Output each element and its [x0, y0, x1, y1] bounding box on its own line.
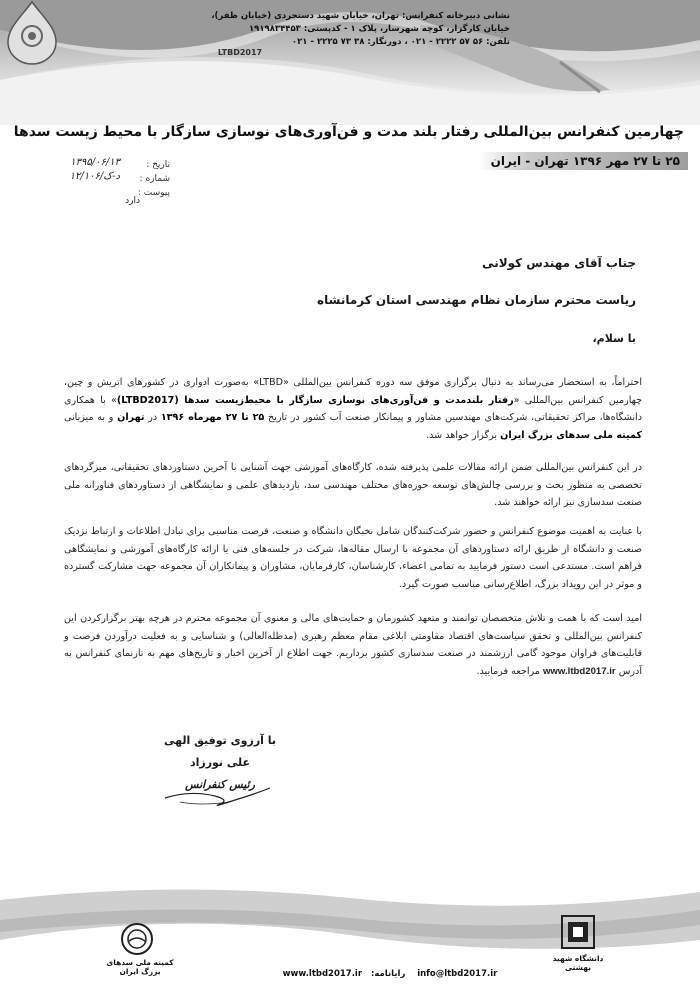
handwritten-signature	[160, 780, 280, 810]
p1-text-i: برگزار خواهد شد.	[426, 429, 501, 441]
p1-text-c: » با همکاری دانشگاه‌ها، مراکز تحقیقاتی، شرکت‌های مهندسین مشاور و پیمانکار صنعت آب کشور در تاریخ	[64, 394, 642, 423]
meta-attachment-row	[40, 186, 170, 206]
conference-logo-text: LTBD2017	[217, 48, 263, 57]
closing-wish: با آرزوی توفیق الهی	[163, 734, 277, 747]
greeting: با سلام،	[592, 332, 636, 345]
date-label: تاریخ :	[146, 160, 170, 170]
phone-line: تلفن: ۵۶ ۵۷ ۲۲۲۲ - ۰۲۱ ، دورنگار: ۳۸ ۷۳ ۲۲۲۵ - ۰۲۱	[291, 37, 510, 47]
letter-meta	[40, 157, 170, 206]
date-value: ۱۳۹۵/۰۶/۱۳	[70, 157, 120, 168]
number-label: شماره :	[139, 174, 170, 184]
p4-text-b: مراجعه فرمایید.	[476, 665, 543, 677]
address-line-1: نشانی دبیرخانه کنفرانس: تهران، خیابان شهید دستجردی (خیابان ظفر)،	[211, 11, 510, 21]
date-location: ۲۵ تا ۲۷ مهر ۱۳۹۶ تهران - ایران	[490, 154, 680, 168]
p1-date: ۲۵ تا ۲۷ مهرماه ۱۳۹۶	[160, 412, 265, 423]
footer-contact	[220, 969, 560, 979]
p1-city: تهران	[117, 412, 145, 423]
website-link[interactable]: www.ltbd2017.ir	[542, 665, 616, 677]
committee-logo-icon	[120, 922, 154, 956]
p1-text-a: احتراماً، به استحضار می‌رساند به دنبال برگزاری موفق سه دوره کنفرانس بین‌المللی «LTBD» به‌صورت ادواری در کشورهای اتریش و چین، چهارمین کنفرانس بین‌المللی «	[64, 377, 643, 406]
p1-text-g: و به میزبانی	[64, 412, 118, 423]
number-value: د-ک/۱۲/۱۰۶	[69, 171, 120, 182]
paragraph-2: در این کنفرانس بین‌المللی ضمن ارائه مقالات علمی پذیرفته شده، کارگاه‌های آموزشی جهت آشنایی با آخرین دستاوردهای تحقیقاتی، میزگردهای تخصصی به منظور بحث و بررسی چالش‌های توسعه حوزه‌های مختلف مهندسی سد، بازدیدهای علمی و نمایشگاهی از دستاوردهای فناورانه ملی صنعت سدسازی نیز ارائه خواهند شد.	[64, 462, 642, 508]
committee-name: کمیته ملی سدهای بزرگ ایران	[106, 958, 174, 976]
attachment-label: پیوست :	[137, 188, 170, 198]
p1-host: کمیته ملی سدهای بزرگ ایران	[500, 429, 642, 441]
footer-address	[211, 10, 510, 49]
paragraph-1	[64, 374, 642, 444]
p4-text-a: امید است که با همت و تلاش متخصصان توانمند و متعهد کشورمان و حمایت‌های مالی و معنوی آن مجموعه محترم در هرچه بهتر برگزارکردن این کنفرانس بین‌المللی و تحقق سیاست‌های اقتصاد مقاومتی ابلاغی مقام معظم رهبری (مدظله‌العالی) و شناسایی و به فعلیت درآوردن فرصت و قابلیت‌های فراوان موجود گامی ارزشمند در صنعت سدسازی کشور برداریم. جهت اطلاع از آخرین اخبار و تاریخ‌های مهم به تارنمای کنفرانس به آدرس	[64, 613, 642, 677]
paragraph-4	[64, 610, 642, 680]
recipient-name: جناب آقای مهندس کولانی	[482, 256, 636, 270]
signer-name: علی نورزاد	[189, 756, 251, 769]
footer-site[interactable]: www.ltbd2017.ir	[282, 969, 363, 979]
p1-conference-name: رفتار بلندمدت و فن‌آوری‌های نوسازی سازگار با محیط‌زیست سدها (LTBD2017)	[116, 394, 514, 406]
paragraph-3: با عنایت به اهمیت موضوع کنفرانس و حضور شرکت‌کنندگان شامل نخبگان دانشگاه و صنعت، فرصت مناسبی برای تبادل اطلاعات و ارتباط نزدیک صنعت و دانشگاه از طریق ارائه دستاوردهای آن مجموعه با ارسال مقاله‌ها، شرکت در جلسه‌های فنی یا ارائه کارگاه‌های آموزشی و نمایشگاهی فراهم است. مستدعی است دستور فرمایید به تمامی اعضاء، کارشناسان، کارفرمایان، مشاوران و پیمانکاران آن مجموعه جهت مشارکت گسترده و موثر در این رویداد بزرگ، اطلاع‌رسانی مناسب صورت گیرد.	[64, 526, 642, 590]
recipient-title: ریاست محترم سازمان نظام مهندسی استان کرمانشاه	[317, 293, 636, 307]
meta-number-row	[40, 172, 170, 186]
university-name: دانشگاه شهید بهشتی	[552, 954, 604, 972]
address-line-2: خیابان کارگزار، کوچه شهرسار، پلاک ۱ - کدپستی: ۱۹۱۹۸۳۴۴۵۳	[248, 24, 510, 34]
attachment-value: دارد	[125, 196, 140, 206]
footer-email[interactable]: info@ltbd2017.ir	[417, 969, 498, 979]
footer-site-label: رایانامه:	[370, 969, 406, 979]
conference-title: چهارمین کنفرانس بین‌المللی رفتار بلند مدت و فن‌آوری‌های نوسازی سازگار با محیط زیست سدها	[13, 124, 684, 140]
p1-text-e: در	[144, 412, 161, 423]
signer-role: رئیس کنفرانس	[185, 778, 255, 791]
conference-logo-drop-icon	[0, 0, 64, 66]
university-logo-icon	[560, 914, 596, 950]
